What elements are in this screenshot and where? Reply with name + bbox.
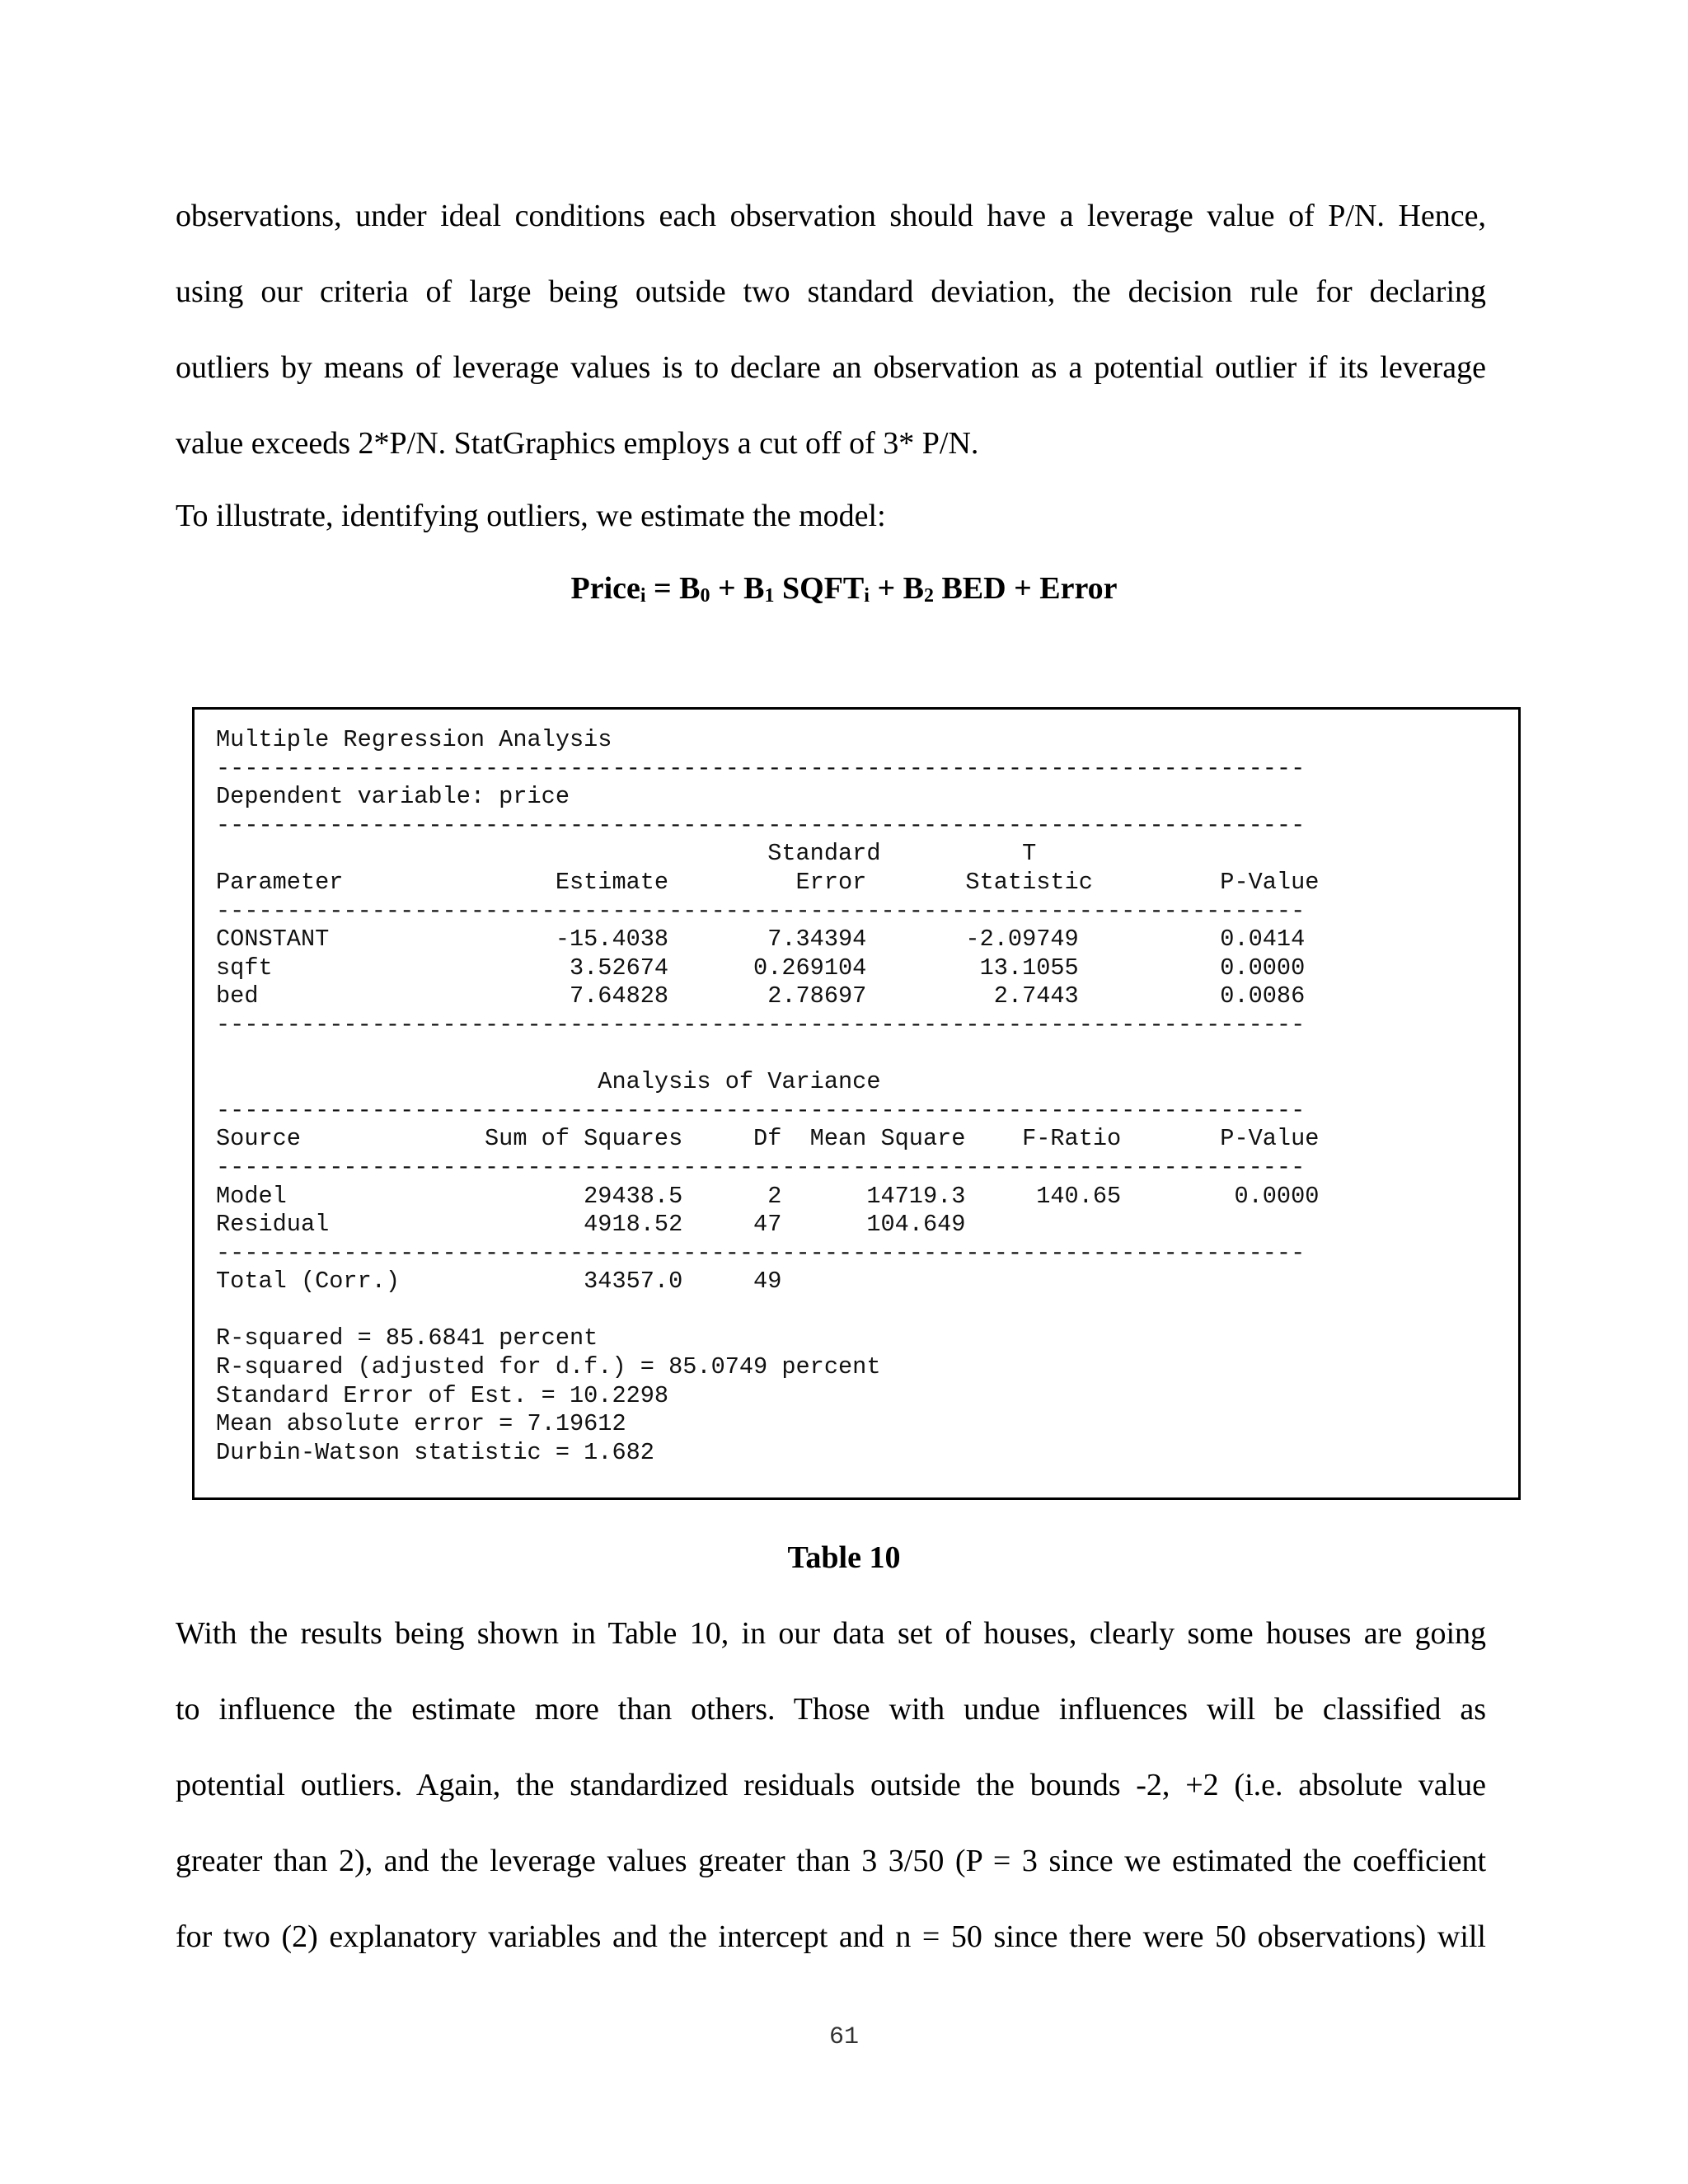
text-line: potential outliers. Again, the standardized residuals outside the bounds -2, +2 (i.e. absolute value: [176, 1768, 1486, 1802]
text-line: to influence the estimate more than others. Those with undue influences will be classified as: [176, 1692, 1486, 1727]
table-caption: Table 10: [787, 1540, 901, 1575]
page-number: 61: [828, 2023, 859, 2051]
text-line: greater than 2), and the leverage values greater than 3 3/50 (P = 3 since we estimated the coefficient: [176, 1844, 1486, 1878]
equation-part: + B: [710, 571, 765, 606]
equation-part: Price: [570, 571, 640, 606]
text-line: using our criteria of large being outside two standard deviation, the decision rule for declaring: [176, 274, 1486, 309]
text-line: observations, under ideal conditions each observation should have a leverage value of P/N. Hence,: [176, 199, 1486, 233]
equation-subscript: 0: [700, 585, 710, 607]
text-line: With the results being shown in Table 10, in our data set of houses, clearly some houses are going: [176, 1616, 1486, 1651]
regression-output-box: [192, 707, 1521, 1500]
model-intro-text: To illustrate, identifying outliers, we estimate the model:: [176, 499, 886, 533]
body-paragraph-leverage: [176, 178, 1486, 481]
body-paragraph-results: [176, 1596, 1486, 1975]
equation-part: + B: [869, 571, 924, 606]
equation-subscript: i: [640, 585, 646, 607]
equation-subscript: 2: [923, 585, 934, 607]
text-line: value exceeds 2*P/N. StatGraphics employs a cut off of 3* P/N.: [176, 426, 979, 461]
model-equation: [0, 551, 1688, 634]
equation-part: SQFT: [774, 571, 865, 606]
equation-part: BED + Error: [933, 571, 1118, 606]
text-line: for two (2) explanatory variables and the intercept and n = 50 since there were 50 observations) will: [176, 1919, 1486, 1954]
equation-part: = B: [645, 571, 701, 606]
text-line: outliers by means of leverage values is to declare an observation as a potential outlier if its leverage: [176, 350, 1486, 385]
regression-output-text: Multiple Regression Analysis ----------------------------------------------------------------------------- Dependent variable: price ----------------------------------------------------------------------------- Standard T Parameter Estimate Error Statistic P-Value ----------------------------------------------------------------------------- CONSTANT -15.4038 7.34394 -2.09749 0.0414 sqft 3.52674 0.269104 13.1055 0.0000 bed 7.64828 2.78697 2.7443 0.0086 ----------------------------------------------------------------------------- Analysis of Variance ----------------------------------------------------------------------------- Source Sum of Squares Df Mean Square F-Ratio P-Value ----------------------------------------------------------------------------- Model 29438.5 2 14719.3 140.65 0.0000 Residual 4918.52 47 104.649 ----------------------------------------------------------------------------- Total (Corr.) 34357.0 49 R-squared = 85.6841 percent R-squared (adjusted for d.f.) = 85.0749 percent Standard Error of Est. = 10.2298 Mean absolute error = 7.19612 Durbin-Watson statistic = 1.682: [216, 726, 1320, 1466]
equation-subscript: i: [864, 585, 870, 607]
equation-subscript: 1: [764, 585, 775, 607]
